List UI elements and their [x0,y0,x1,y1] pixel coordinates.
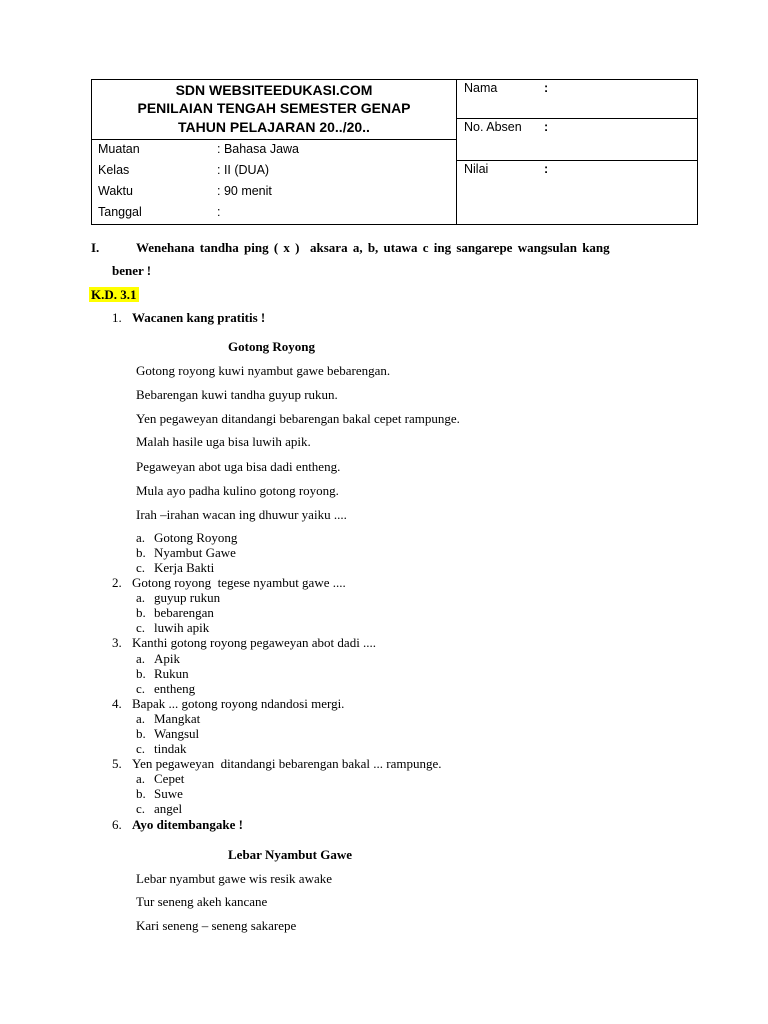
song-title: Lebar Nyambut Gawe [228,847,352,862]
q4-text: Bapak ... gotong royong ndandosi mergi. [132,696,345,711]
option-letter: b. [136,726,146,741]
q1-text: Wacanen kang pratitis ! [132,310,266,325]
q2-text: Gotong royong tegese nyambut gawe .... [132,575,346,590]
instruction-line-1: Wenehana tandha ping ( x ) aksara a, b, utawa c ing sangarepe wangsulan kang [136,240,610,255]
reading-line: Bebarengan kuwi tandha guyup rukun. [136,387,338,402]
header-divider-absen [456,160,697,161]
option-letter: b. [136,786,146,801]
label-nilai: Nilai [464,162,489,176]
reading-line: Malah hasile uga bisa luwih apik. [136,434,311,449]
option-letter: a. [136,530,146,545]
kd-label [89,286,139,304]
value-kelas: : II (DUA) [217,163,270,177]
reading-line: Mula ayo padha kulino gotong royong. [136,483,339,498]
option-text: Gotong Royong [154,530,238,545]
option-text: angel [154,801,183,816]
option-text: guyup rukun [154,590,221,605]
q5-text: Yen pegaweyan ditandangi bebarengan bakal ... rampunge. [132,756,442,771]
option-letter: c. [136,801,146,816]
song-line: Lebar nyambut gawe wis resik awake [136,871,333,886]
kd-highlight: K.D. 3.1 [91,287,137,302]
option-letter: a. [136,711,146,726]
option-text: luwih apik [154,620,210,635]
q5-number: 5. [112,756,122,771]
header-box [91,79,698,225]
exam-title: PENILAIAN TENGAH SEMESTER GENAP [137,100,411,116]
label-no-absen: No. Absen [464,120,522,134]
q3-text: Kanthi gotong royong pegaweyan abot dadi .... [132,635,377,650]
label-muatan: Muatan [98,142,140,156]
value-muatan: : Bahasa Jawa [217,142,299,156]
label-waktu: Waktu [98,184,133,198]
option-text: bebarengan [154,605,214,620]
option-text: Apik [154,651,180,666]
option-letter: a. [136,590,146,605]
reading-line: Gotong royong kuwi nyambut gawe bebarengan. [136,363,391,378]
option-letter: a. [136,771,146,786]
option-text: Rukun [154,666,189,681]
option-text: Mangkat [154,711,201,726]
option-letter: b. [136,545,146,560]
option-text: Cepet [154,771,185,786]
colon-nama: : [544,81,549,95]
reading-title: Gotong Royong [228,339,316,354]
instruction-line-2: bener ! [112,263,152,278]
header-divider-nama [456,118,697,119]
school-name: SDN WEBSITEEDUKASI.COM [175,82,373,98]
value-tanggal: : [217,205,221,219]
q3-number: 3. [112,635,122,650]
q1-number: 1. [112,310,122,325]
colon-no-absen: : [544,120,549,134]
option-text: Suwe [154,786,183,801]
option-text: tindak [154,741,187,756]
option-letter: c. [136,560,146,575]
option-letter: c. [136,620,146,635]
q6-number: 6. [112,817,122,832]
option-letter: c. [136,681,146,696]
header-divider-title [92,139,456,140]
song-line: Tur seneng akeh kancane [136,894,268,909]
option-letter: b. [136,666,146,681]
label-kelas: Kelas [98,163,130,177]
option-text: Wangsul [154,726,200,741]
option-text: entheng [154,681,196,696]
option-letter: a. [136,651,146,666]
option-letter: c. [136,741,146,756]
option-text: Kerja Bakti [154,560,215,575]
section-roman-numeral: I. [91,240,100,255]
q6-text: Ayo ditembangake ! [132,817,243,832]
school-year: TAHUN PELAJARAN 20../20.. [178,119,370,135]
q2-number: 2. [112,575,122,590]
reading-line: Pegaweyan abot uga bisa dadi entheng. [136,459,341,474]
value-waktu: : 90 menit [217,184,272,198]
q4-number: 4. [112,696,122,711]
option-letter: b. [136,605,146,620]
label-nama: Nama [464,81,498,95]
option-text: Nyambut Gawe [154,545,236,560]
q1-question: Irah –irahan wacan ing dhuwur yaiku .... [136,507,347,522]
header-divider-vertical [456,80,457,224]
song-line: Kari seneng – seneng sakarepe [136,918,297,933]
label-tanggal: Tanggal [98,205,142,219]
colon-nilai: : [544,162,549,176]
reading-line: Yen pegaweyan ditandangi bebarengan bakal cepet rampunge. [136,411,460,426]
